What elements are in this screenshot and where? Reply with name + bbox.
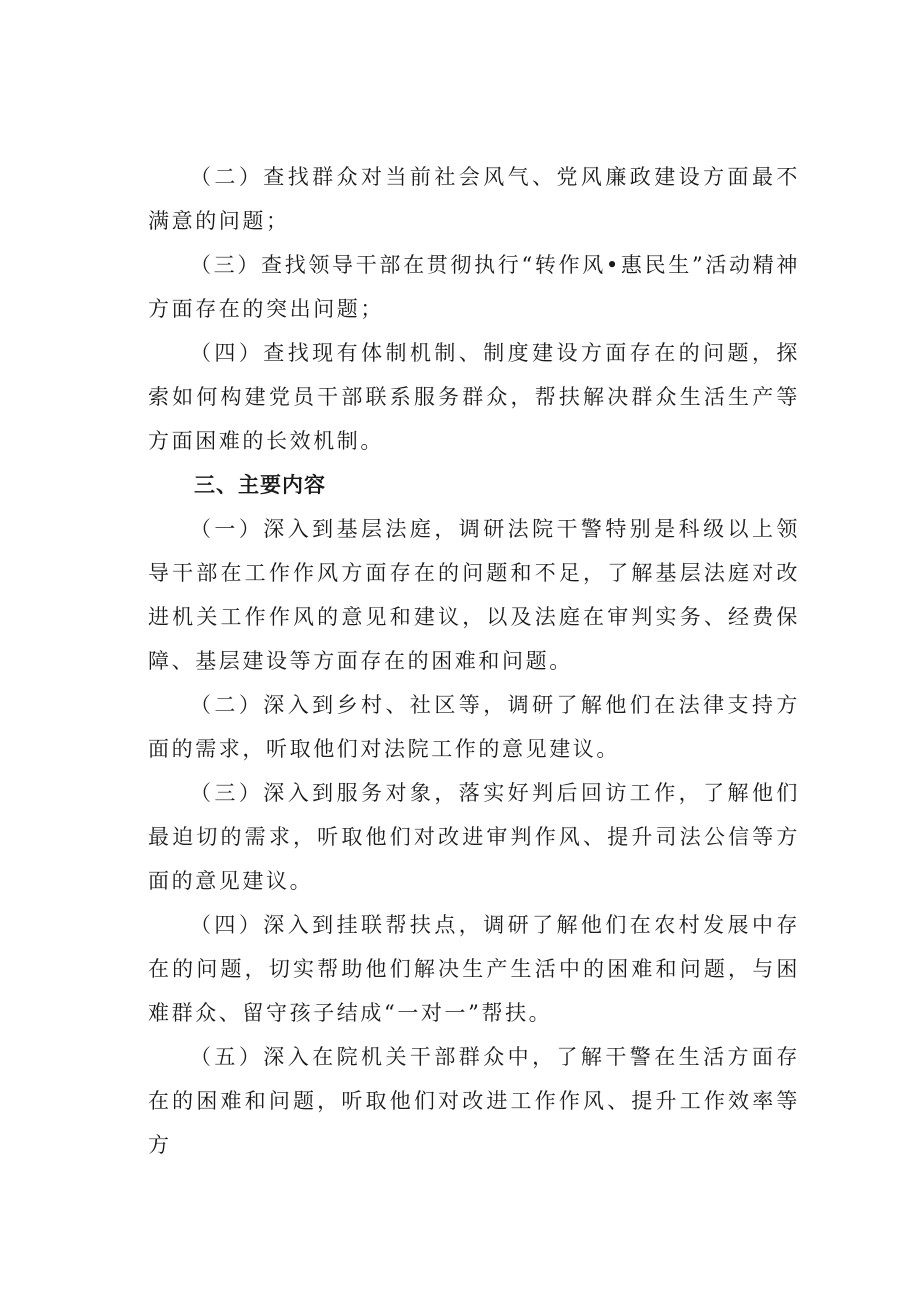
paragraph-court-staff: （五）深入在院机关干部群众中，了解干警在生活方面存在的困难和问题，听取他们对改进工作作风、提升工作效率等方 [148, 1045, 800, 1157]
document-body [148, 155, 800, 1167]
paragraph-search-system-problems: （四）查找现有体制机制、制度建设方面存在的问题，探索如何构建党员干部联系服务群众，帮扶解决群众生活生产等方面困难的长效机制。 [148, 341, 800, 453]
paragraph-service-objects: （三）深入到服务对象，落实好判后回访工作，了解他们最迫切的需求，听取他们对改进审判作风、提升司法公信等方面的意见建议。 [148, 781, 800, 893]
section-heading-main-content: 三、主要内容 [194, 473, 326, 497]
paragraph-villages-communities: （二）深入到乡村、社区等，调研了解他们在法律支持方面的需求，听取他们对法院工作的意见建议。 [148, 693, 800, 761]
paragraph-search-leader-problems: （三）查找领导干部在贯彻执行“转作风•惠民生”活动精神方面存在的突出问题； [148, 253, 800, 321]
paragraph-search-mass-dissatisfaction: （二）查找群众对当前社会风气、党风廉政建设方面最不满意的问题； [148, 165, 800, 233]
paragraph-grassroots-court: （一）深入到基层法庭，调研法院干警特别是科级以上领导干部在工作作风方面存在的问题和不足，了解基层法庭对改进机关工作作风的意见和建议，以及法庭在审判实务、经费保障、基层建设等方面存在的困难和问题。 [148, 517, 800, 673]
paragraph-assistance-points: （四）深入到挂联帮扶点，调研了解他们在农村发展中存在的问题，切实帮助他们解决生产生活中的困难和问题，与困难群众、留守孩子结成“一对一”帮扶。 [148, 913, 800, 1025]
